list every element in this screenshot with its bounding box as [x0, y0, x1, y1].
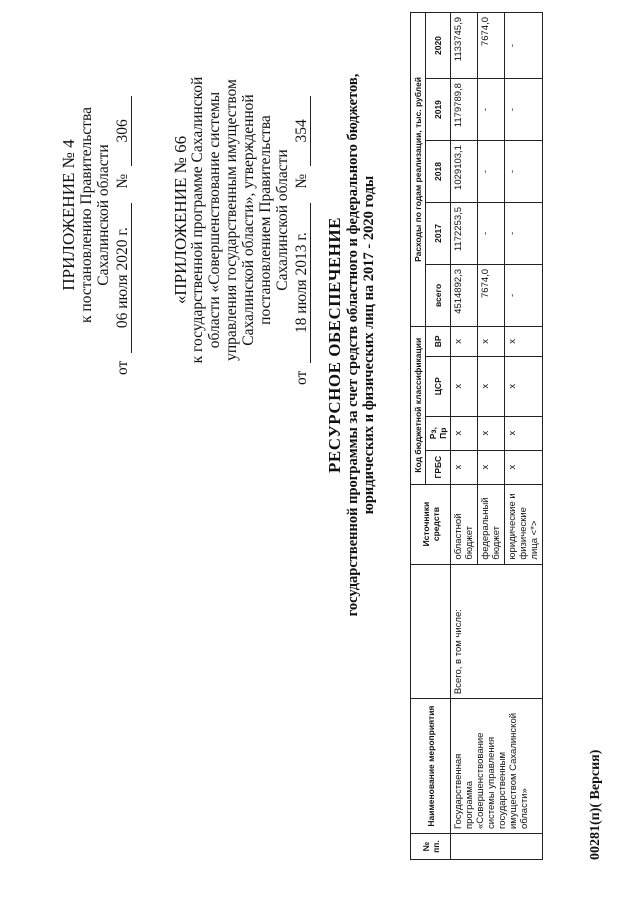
appendix-4-date-row: [114, 55, 132, 375]
cell-csr: х: [451, 356, 478, 416]
appendix-66-date: 18 июля 2013 г.: [293, 203, 311, 363]
appendix-66-from-label: от: [293, 370, 310, 385]
appendix-66-title: «ПРИЛОЖЕНИЕ № 66: [171, 135, 190, 305]
appendix-66-number: 354: [293, 96, 311, 166]
appendix-66-line4: Сахалинской области», утвержденной: [240, 94, 257, 346]
cell-2017: -: [505, 202, 543, 264]
appendix-4-number: 306: [114, 96, 132, 166]
appendix-4-line2: Сахалинской области: [95, 144, 112, 286]
cell-rz: х: [451, 416, 478, 450]
cell-grbs: х: [505, 450, 543, 484]
cell-2019: 1179789,8: [451, 79, 478, 141]
appendix-4-line1: к постановлению Правительства: [78, 107, 95, 323]
appendix-66-line6: Сахалинской области: [274, 149, 291, 291]
appendix-4-date: 06 июля 2020 г.: [114, 203, 132, 353]
header-name: Наименование мероприятия: [411, 699, 451, 834]
appendix-66-line1: к государственной программе Сахалинской: [189, 76, 206, 364]
appendix-4-no-label: №: [114, 173, 131, 189]
cell-source: областной бюджет: [451, 484, 478, 564]
cell-2019: -: [505, 79, 543, 141]
resource-table: [410, 12, 543, 860]
cell-2020: -: [505, 13, 543, 79]
appendix-66-no-label: №: [293, 173, 310, 189]
cell-grbs: х: [478, 450, 505, 484]
appendix-4-from-label: от: [114, 360, 131, 375]
cell-vr: х: [478, 326, 505, 356]
appendix-66-line2: области «Совершенствование системы: [206, 91, 223, 349]
cell-2018: -: [505, 141, 543, 203]
cell-2018: 1029103,1: [451, 141, 478, 203]
appendix-66-block: [172, 55, 311, 385]
cell-rz: х: [505, 416, 543, 450]
table-header-row-1: [411, 13, 426, 860]
cell-total: 7674,0: [478, 264, 505, 326]
cell-csr: х: [478, 356, 505, 416]
header-source: Источники средств: [411, 484, 451, 564]
cell-2017: 1172253,5: [451, 202, 478, 264]
appendix-66-line5: постановлением Правительства: [257, 115, 274, 325]
cell-2020: 7674,0: [478, 13, 505, 79]
cell-program-name: Государственная программа «Совершенствование системы управления государственным имуществом Сахалинской области»: [451, 699, 543, 834]
cell-rz: х: [478, 416, 505, 450]
header-rz: Рз, Пр: [426, 416, 451, 450]
cell-total: -: [505, 264, 543, 326]
header-2017: 2017: [426, 202, 451, 264]
header-spend: Расходы по годам реализации, тыс. рублей: [411, 13, 426, 327]
cell-2018: -: [478, 141, 505, 203]
appendix-4-block: [60, 55, 132, 375]
cell-total: 4514892,3: [451, 264, 478, 326]
header-blank: [411, 564, 451, 699]
cell-grbs: х: [451, 450, 478, 484]
header-kbk: Код бюджетной классификации: [411, 326, 426, 484]
heading-title: РЕСУРСНОЕ ОБЕСПЕЧЕНИЕ: [325, 217, 344, 473]
header-2020: 2020: [426, 13, 451, 79]
appendix-4-title: ПРИЛОЖЕНИЕ № 4: [59, 139, 78, 291]
header-2018: 2018: [426, 141, 451, 203]
cell-vr: х: [451, 326, 478, 356]
header-no: № пп.: [411, 834, 451, 860]
cell-vr: х: [505, 326, 543, 356]
heading-line1: государственной программы за счет средств областного и федерального бюджетов,: [345, 73, 361, 617]
header-2019: 2019: [426, 79, 451, 141]
table-row: [451, 13, 478, 860]
cell-csr: х: [505, 356, 543, 416]
cell-source: федеральный бюджет: [478, 484, 505, 564]
cell-2020: 1133745,9: [451, 13, 478, 79]
document-heading: [325, 55, 377, 635]
cell-2019: -: [478, 79, 505, 141]
header-grbs: ГРБС: [426, 450, 451, 484]
appendix-66-line3: управления государственным имуществом: [223, 79, 240, 361]
appendix-66-date-row: [293, 55, 311, 385]
cell-2017: -: [478, 202, 505, 264]
cell-including: Всего, в том числе:: [451, 564, 543, 699]
document-footer-code: 00281(п)( Версия): [588, 749, 603, 860]
header-total: всего: [426, 264, 451, 326]
header-vr: ВР: [426, 326, 451, 356]
heading-line2: юридических и физических лиц на 2017 - 2020 годы: [361, 175, 377, 515]
cell-no: [451, 834, 543, 860]
header-csr: ЦСР: [426, 356, 451, 416]
cell-source: юридические и физические лица <*>: [505, 484, 543, 564]
